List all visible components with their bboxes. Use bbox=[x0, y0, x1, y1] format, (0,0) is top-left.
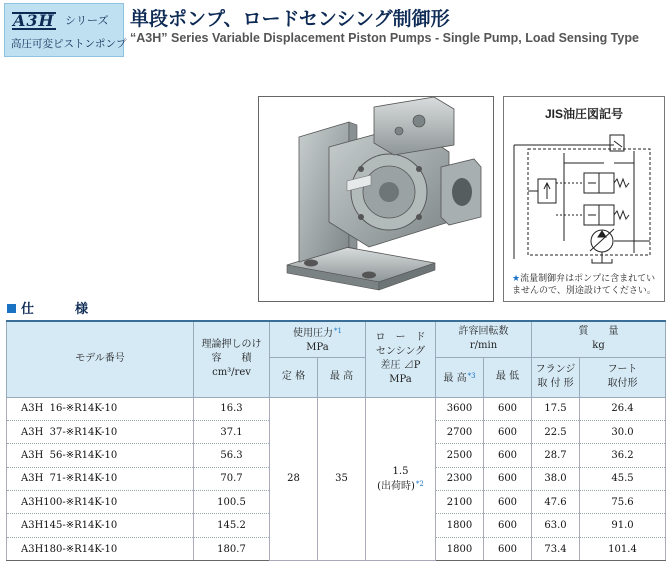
cell-model: A3H145-※R14K-10 bbox=[7, 514, 194, 537]
cell-max-pressure: 35 bbox=[318, 397, 366, 561]
cell-model: A3H 37-※R14K-10 bbox=[7, 420, 194, 443]
cell-min-speed: 600 bbox=[484, 491, 532, 514]
cell-max-speed: 2300 bbox=[436, 467, 484, 490]
table-row bbox=[7, 397, 666, 420]
cell-load-sensing-dp: 1.5 (出荷時)$^{*2}$ bbox=[366, 397, 436, 561]
cell-displacement: 16.3 bbox=[194, 397, 270, 420]
section-title: 仕 様 bbox=[21, 302, 103, 317]
section-heading bbox=[7, 298, 102, 317]
cell-mass-flange: 38.0 bbox=[532, 467, 580, 490]
cell-max-speed: 1800 bbox=[436, 514, 484, 537]
cell-min-speed: 600 bbox=[484, 420, 532, 443]
header-speed: 許容回転数 r/min bbox=[436, 321, 532, 357]
jis-symbol-panel bbox=[503, 96, 665, 302]
cell-mass-foot: 101.4 bbox=[580, 537, 666, 560]
cell-mass-foot: 36.2 bbox=[580, 444, 666, 467]
cell-displacement: 37.1 bbox=[194, 420, 270, 443]
header-displacement: 理論押しのけ 容 積 cm³/rev bbox=[194, 321, 270, 397]
cell-displacement: 180.7 bbox=[194, 537, 270, 560]
star-mark: ★ bbox=[512, 274, 521, 284]
cell-max-speed: 2500 bbox=[436, 444, 484, 467]
section-bullet-icon bbox=[7, 304, 16, 313]
header-mass-flange: フランジ 取 付 形 bbox=[532, 357, 580, 397]
header-pressure-rated: 定 格 bbox=[270, 357, 318, 397]
cell-mass-foot: 45.5 bbox=[580, 467, 666, 490]
cell-model: A3H100-※R14K-10 bbox=[7, 491, 194, 514]
spec-table bbox=[6, 320, 666, 561]
cell-mass-flange: 28.7 bbox=[532, 444, 580, 467]
hydraulic-symbol-diagram bbox=[504, 123, 664, 269]
series-logo: A3H bbox=[13, 11, 55, 30]
header-mass-foot: フート 取付形 bbox=[580, 357, 666, 397]
header-mass: 質 量 kg bbox=[532, 321, 666, 357]
header-speed-max: 最 高$^{*3}$ bbox=[436, 357, 484, 397]
cell-mass-foot: 75.6 bbox=[580, 491, 666, 514]
cell-model: A3H180-※R14K-10 bbox=[7, 537, 194, 560]
pump-illustration bbox=[259, 97, 493, 301]
cell-displacement: 145.2 bbox=[194, 514, 270, 537]
cell-rated-pressure: 28 bbox=[270, 397, 318, 561]
header-speed-min: 最 低 bbox=[484, 357, 532, 397]
cell-min-speed: 600 bbox=[484, 444, 532, 467]
cell-max-speed: 1800 bbox=[436, 537, 484, 560]
symbol-note bbox=[512, 273, 662, 297]
cell-displacement: 100.5 bbox=[194, 491, 270, 514]
cell-min-speed: 600 bbox=[484, 467, 532, 490]
jis-symbol-title: JIS油圧図記号 bbox=[544, 107, 623, 121]
cell-displacement: 56.3 bbox=[194, 444, 270, 467]
header-load-sensing: ロ ー ド センシング 差圧 ⊿P MPa bbox=[366, 321, 436, 397]
cell-min-speed: 600 bbox=[484, 397, 532, 420]
cell-mass-foot: 26.4 bbox=[580, 397, 666, 420]
cell-mass-foot: 30.0 bbox=[580, 420, 666, 443]
cell-min-speed: 600 bbox=[484, 537, 532, 560]
cell-model: A3H 71-※R14K-10 bbox=[7, 467, 194, 490]
header-pressure: 使用圧力$^{*1}$ MPa bbox=[270, 321, 366, 357]
cell-max-speed: 3600 bbox=[436, 397, 484, 420]
page-title: 単段ポンプ、ロードセンシング制御形 bbox=[130, 8, 450, 30]
header-model: モデル番号 bbox=[7, 321, 194, 397]
cell-displacement: 70.7 bbox=[194, 467, 270, 490]
cell-max-speed: 2700 bbox=[436, 420, 484, 443]
cell-model: A3H 16-※R14K-10 bbox=[7, 397, 194, 420]
cell-mass-flange: 63.0 bbox=[532, 514, 580, 537]
cell-mass-flange: 17.5 bbox=[532, 397, 580, 420]
cell-mass-flange: 47.6 bbox=[532, 491, 580, 514]
cell-mass-flange: 22.5 bbox=[532, 420, 580, 443]
series-badge bbox=[4, 3, 127, 57]
cell-mass-flange: 73.4 bbox=[532, 537, 580, 560]
header-pressure-max: 最 高 bbox=[318, 357, 366, 397]
series-suffix: シリーズ bbox=[65, 14, 109, 27]
cell-max-speed: 2100 bbox=[436, 491, 484, 514]
cell-min-speed: 600 bbox=[484, 514, 532, 537]
cell-mass-foot: 91.0 bbox=[580, 514, 666, 537]
product-photo bbox=[258, 96, 494, 302]
symbol-note-text: 流量制御弁はポンプに含まれていませんので、別途設けてください。 bbox=[512, 274, 656, 296]
cell-model: A3H 56-※R14K-10 bbox=[7, 444, 194, 467]
series-subtitle: 高圧可変ピストンポンプ bbox=[11, 38, 127, 50]
page-title-english: “A3H” Series Variable Displacement Piston Pumps - Single Pump, Load Sensing Type bbox=[130, 31, 639, 45]
